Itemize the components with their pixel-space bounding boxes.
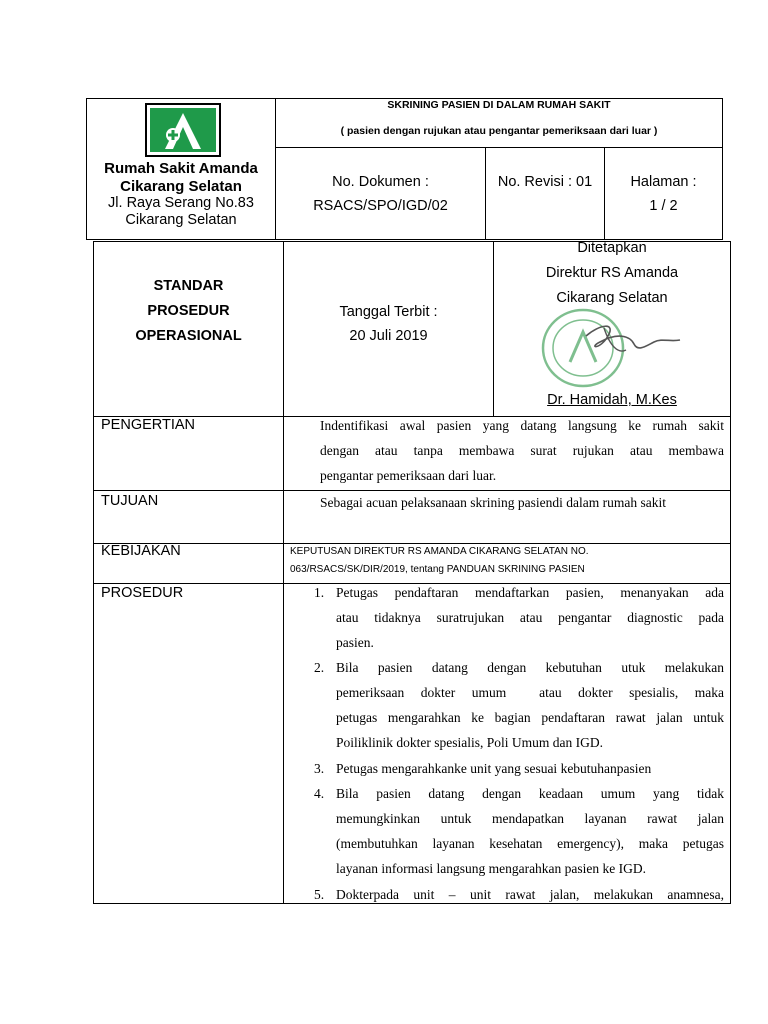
- hospital-logo-icon: [147, 105, 219, 155]
- list-item-line: Petugas pendaftaran mendaftarkan pasien, menanyakan ada: [336, 585, 724, 600]
- doc-number: [276, 170, 485, 218]
- list-item-number: 4.: [314, 786, 325, 801]
- issue-date-label: Tanggal Terbit :: [339, 304, 438, 320]
- tujuan-label: TUJUAN: [101, 493, 159, 509]
- list-item: [314, 882, 724, 907]
- set-by-line1: Ditetapkan: [577, 240, 647, 256]
- doc-type-line2: PROSEDUR: [147, 303, 230, 319]
- pengertian-label: PENGERTIAN: [101, 417, 196, 433]
- doc-type-line3: OPERASIONAL: [135, 328, 242, 344]
- tujuan-text: Sebagai acuan pelaksanaan skrining pasiendi dalam rumah sakit: [320, 495, 667, 510]
- page-number: [605, 170, 722, 218]
- list-item-line: Bila pasien datang dengan kebutuhan utuk melakukan: [336, 660, 724, 675]
- hospital-logo: [145, 103, 221, 157]
- address-line1: Jl. Raya Serang No.83: [108, 195, 254, 211]
- pengertian-line2: dengan atau tanpa membawa surat rujukan atau membawa: [320, 443, 724, 458]
- list-item-line: layanan informasi langsung mengarahkan pasien ke IGD.: [336, 861, 647, 876]
- signatory-name: Dr. Hamidah, M.Kes: [547, 392, 677, 408]
- hospital-name-line2: Cikarang Selatan: [120, 178, 242, 195]
- list-item-line: memungkinkan untuk mendapatkan layanan rawat jalan: [336, 811, 724, 826]
- list-item-number: 5.: [314, 887, 325, 902]
- revision-number: No. Revisi : 01: [497, 174, 593, 190]
- page-value: 1 / 2: [649, 198, 678, 214]
- doc-title: SKRINING PASIEN DI DALAM RUMAH SAKIT: [387, 99, 611, 111]
- kebijakan-line2: 063/RSACS/SK/DIR/2019, tentang PANDUAN SKRINING PASIEN: [290, 564, 585, 575]
- pengertian-text: [320, 413, 724, 488]
- list-item-line: Petugas mengarahkanke unit yang sesuai kebutuhanpasien: [336, 761, 652, 776]
- list-item-line: pemeriksaan dokter umum atau dokter spesialis, maka: [336, 685, 724, 700]
- list-item: [314, 580, 724, 655]
- doc-subtitle: ( pasien dengan rujukan atau pengantar pemeriksaan dari luar ): [340, 125, 658, 137]
- list-item-number: 2.: [314, 660, 325, 675]
- list-item-number: 3.: [314, 761, 325, 776]
- list-item-line: atau tidaknya suratrujukan atau pengantar diagnostic pada: [336, 610, 724, 625]
- kebijakan-line1: KEPUTUSAN DIREKTUR RS AMANDA CIKARANG SELATAN NO.: [290, 546, 589, 557]
- list-item-line: (membutuhkan layanan kesehatan emergency), maka petugas: [336, 836, 724, 851]
- list-item-line: petugas mengarahkan ke bagian pendaftaran rawat jalan untuk: [336, 710, 724, 725]
- list-item-line: Dokterpada unit – unit rawat jalan, melakukan anamnesa,: [336, 887, 724, 902]
- list-item-line: Bila pasien datang dengan keadaan umum yang tidak: [336, 786, 724, 801]
- list-item: [314, 655, 724, 755]
- issue-date: [284, 300, 493, 348]
- list-item-line: Poiliklinik dokter spesialis, Poli Umum dan IGD.: [336, 735, 603, 750]
- hospital-address: [87, 195, 275, 229]
- doc-type-line1: STANDAR: [153, 278, 224, 294]
- approval-block: [494, 236, 730, 311]
- stamp-signature-icon: [538, 306, 688, 390]
- pengertian-line1: Indentifikasi awal pasien yang datang langsung ke rumah sakit: [320, 418, 724, 433]
- issue-date-value: 20 Juli 2019: [349, 328, 428, 344]
- address-line2: Cikarang Selatan: [125, 212, 237, 228]
- doc-number-label: No. Dokumen :: [332, 174, 429, 190]
- pengertian-line3: pengantar pemeriksaan dari luar.: [320, 468, 497, 483]
- doc-number-value: RSACS/SPO/IGD/02: [313, 198, 448, 214]
- kebijakan-label: KEBIJAKAN: [101, 543, 181, 559]
- page-label: Halaman :: [630, 174, 697, 190]
- doc-type: [94, 274, 283, 349]
- set-by-line2: Direktur RS Amanda: [545, 265, 679, 281]
- list-item-number: 1.: [314, 585, 325, 600]
- list-item-line: pasien.: [336, 635, 374, 650]
- set-by-line3: Cikarang Selatan: [556, 290, 668, 306]
- hospital-name-line1: Rumah Sakit Amanda: [104, 160, 258, 177]
- prosedur-label: PROSEDUR: [101, 585, 184, 601]
- official-stamp: [538, 306, 688, 390]
- list-item: [314, 781, 724, 881]
- kebijakan-text: [290, 543, 726, 579]
- list-item: [314, 756, 724, 781]
- hospital-name: [87, 160, 275, 196]
